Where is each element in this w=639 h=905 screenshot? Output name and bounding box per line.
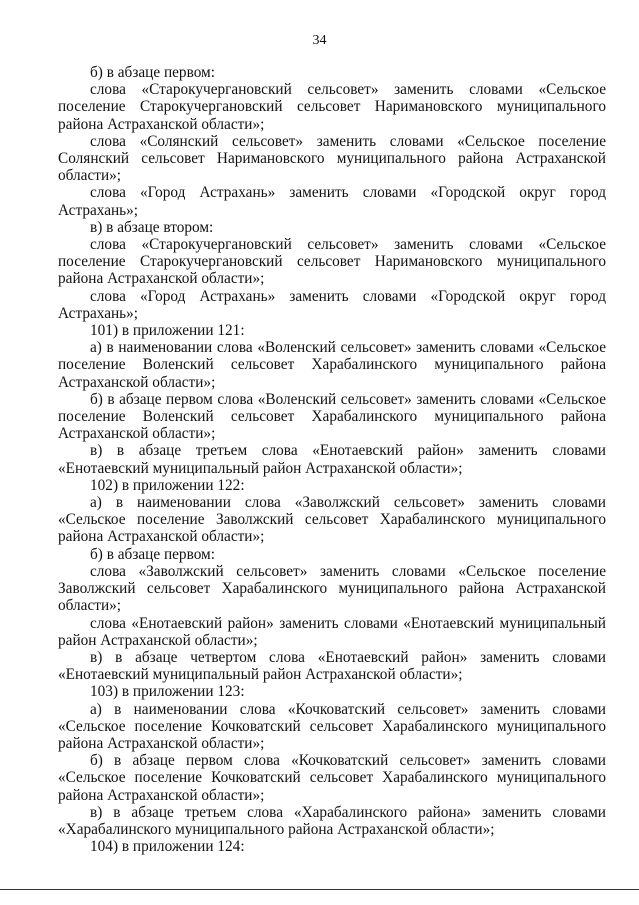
- paragraph: слова «Город Астрахань» заменить словами «Городской округ город Астрахань»;: [58, 184, 606, 219]
- paragraph: б) в абзаце первом слова «Кочковатский сельсовет» заменить словами «Сельское поселение Кочковатский сельсовет Харабалинского муниципального района Астраханской области»;: [58, 752, 606, 804]
- paragraph: а) в наименовании слова «Кочковатский сельсовет» заменить словами «Сельское поселение Кочковатский сельсовет Харабалинского муниципального района Астраханской области»;: [58, 700, 606, 752]
- paragraph: в) в абзаце третьем слова «Енотаевский район» заменить словами «Енотаевский муниципальный район Астраханской области»;: [58, 442, 606, 477]
- paragraph: 102) в приложении 122:: [90, 476, 245, 494]
- paragraph: в) в абзаце третьем слова «Харабалинского района» заменить словами «Харабалинского муниципального района Астраханской области»;: [58, 803, 606, 838]
- paragraph: слова «Старокучергановский сельсовет» заменить словами «Сельское поселение Старокучергановский сельсовет Наримановского муниципального района Астраханской области»;: [58, 81, 606, 133]
- paragraph: в) в абзаце втором:: [90, 218, 214, 236]
- paragraph: 103) в приложении 123:: [90, 683, 245, 701]
- paragraph: а) в наименовании слова «Заволжский сельсовет» заменить словами «Сельское поселение Заволжский сельсовет Харабалинского муниципального района Астраханской области»;: [58, 494, 606, 546]
- paragraph: слова «Солянский сельсовет» заменить словами «Сельское поселение Солянский сельсовет Наримановского муниципального района Астраханской области»;: [58, 132, 606, 185]
- paragraph: слова «Енотаевский район» заменить словами «Енотаевский муниципальный район Астраханской области»;: [58, 614, 606, 649]
- paragraph: 101) в приложении 121:: [90, 322, 245, 340]
- paragraph: б) в абзаце первом:: [90, 64, 215, 81]
- bottom-divider: [0, 889, 639, 890]
- paragraph: слова «Заволжский сельсовет» заменить словами «Сельское поселение Заволжский сельсовет Харабалинского муниципального района Астраханской области»;: [58, 562, 606, 615]
- paragraph: слова «Город Астрахань» заменить словами «Городской округ город Астрахань»;: [58, 287, 606, 322]
- document-body: [58, 64, 606, 855]
- paragraph: б) в абзаце первом слова «Воленский сельсовет» заменить словами «Сельское поселение Воленский сельсовет Харабалинского муниципального района Астраханской области»;: [58, 390, 606, 443]
- paragraph: в) в абзаце четвертом слова «Енотаевский район» заменить словами «Енотаевский муниципальный район Астраханской области»;: [58, 648, 606, 684]
- paragraph: 104) в приложении 124:: [90, 838, 245, 856]
- paragraph: б) в абзаце первом:: [90, 545, 215, 563]
- paragraph: слова «Старокучергановский сельсовет» заменить словами «Сельское поселение Старокучергановский сельсовет Наримановского муниципального района Астраханской области»;: [58, 236, 606, 288]
- paragraph: а) в наименовании слова «Воленский сельсовет» заменить словами «Сельское поселение Воленский сельсовет Харабалинского муниципального района Астраханской области»;: [58, 339, 606, 391]
- page-number: 34: [312, 33, 327, 48]
